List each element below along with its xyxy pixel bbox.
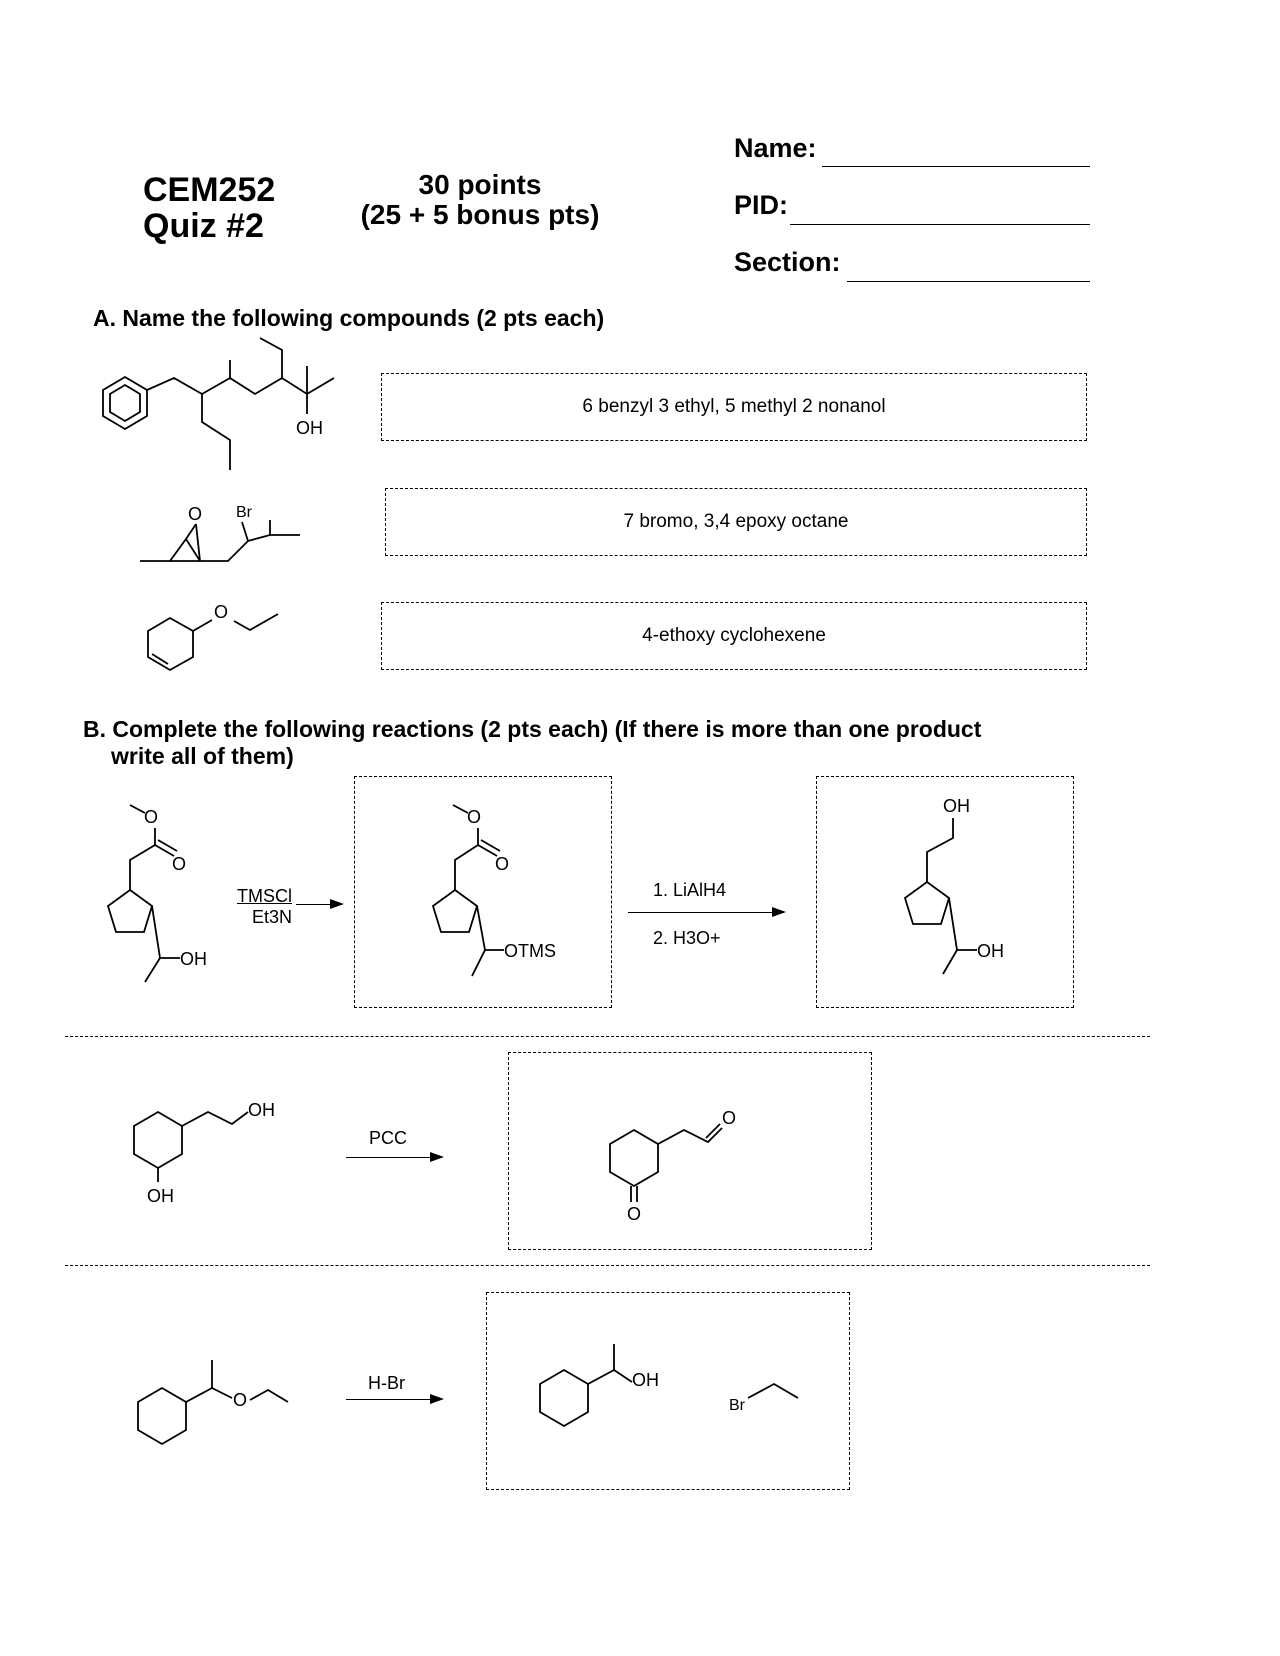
r1-step2: 2. H3O+ [653, 928, 721, 948]
section-field[interactable] [847, 281, 1090, 282]
r1-int-o2: O [495, 854, 510, 874]
r3-reagent-hbr: H-Br [368, 1373, 405, 1393]
r2-product-box[interactable] [508, 1052, 872, 1250]
r2-product-o1: O [722, 1108, 737, 1128]
r1-arrow-1 [296, 904, 342, 905]
section-label: Section: [734, 247, 841, 277]
pid-label: PID: [734, 190, 788, 220]
answer-box-2[interactable] [385, 488, 1087, 556]
answer-text-1: 6 benzyl 3 ethyl, 5 methyl 2 nonanol [582, 396, 886, 417]
r3-reactant-o: O [233, 1390, 248, 1410]
part-b-heading-line1: B. Complete the following reactions (2 pts each) (If there is more than one product [83, 716, 982, 742]
name-label: Name: [734, 133, 817, 163]
r1-reagent-tmscl: TMSCl [237, 886, 292, 906]
r1-step1: 1. LiAlH4 [653, 880, 727, 900]
r2-reactant-oh2: OH [147, 1186, 174, 1206]
r3-product-oh: OH [632, 1370, 659, 1390]
r2-product-o2: O [627, 1204, 642, 1224]
r1-reagent-et3n: Et3N [252, 907, 293, 927]
divider-1 [65, 1036, 1150, 1037]
points-bonus: (25 + 5 bonus pts) [360, 199, 600, 230]
part-a-heading: A. Name the following compounds (2 pts each) [93, 305, 605, 331]
pid-field[interactable] [790, 224, 1090, 225]
answer-box-1[interactable] [381, 373, 1087, 441]
answer-box-3[interactable] [381, 602, 1087, 670]
r3-product-br: Br [729, 1397, 745, 1414]
r1-arrow-2 [628, 912, 784, 913]
r1-product-box-1[interactable] [354, 776, 612, 1008]
answer-text-2: 7 bromo, 3,4 epoxy octane [623, 511, 849, 532]
part-b-heading-line2: write all of them) [111, 743, 294, 769]
compound-2-br-label: Br [236, 504, 252, 521]
points-total: 30 points [418, 169, 542, 200]
r1-reactant-o1: O [144, 807, 159, 827]
name-field[interactable] [822, 166, 1090, 167]
r1-final-oh2: OH [977, 941, 1004, 961]
r1-reactant-o2: O [172, 854, 187, 874]
r1-int-otms: OTMS [504, 941, 556, 961]
answer-text-3: 4-ethoxy cyclohexene [642, 625, 826, 646]
r1-int-o1: O [467, 807, 482, 827]
r2-reagent-pcc: PCC [369, 1128, 408, 1148]
compound-1-oh-label: OH [296, 418, 323, 438]
divider-2 [65, 1265, 1150, 1266]
compound-2-o-label: O [188, 504, 203, 524]
r1-final-oh1: OH [943, 796, 970, 816]
r1-reactant-oh: OH [180, 949, 207, 969]
course-code: CEM252 [143, 171, 276, 209]
compound-3-o-label: O [214, 602, 229, 622]
r3-arrow [346, 1399, 442, 1400]
r2-arrow [346, 1157, 442, 1158]
quiz-number: Quiz #2 [143, 207, 264, 245]
r2-reactant-oh1: OH [248, 1100, 275, 1120]
